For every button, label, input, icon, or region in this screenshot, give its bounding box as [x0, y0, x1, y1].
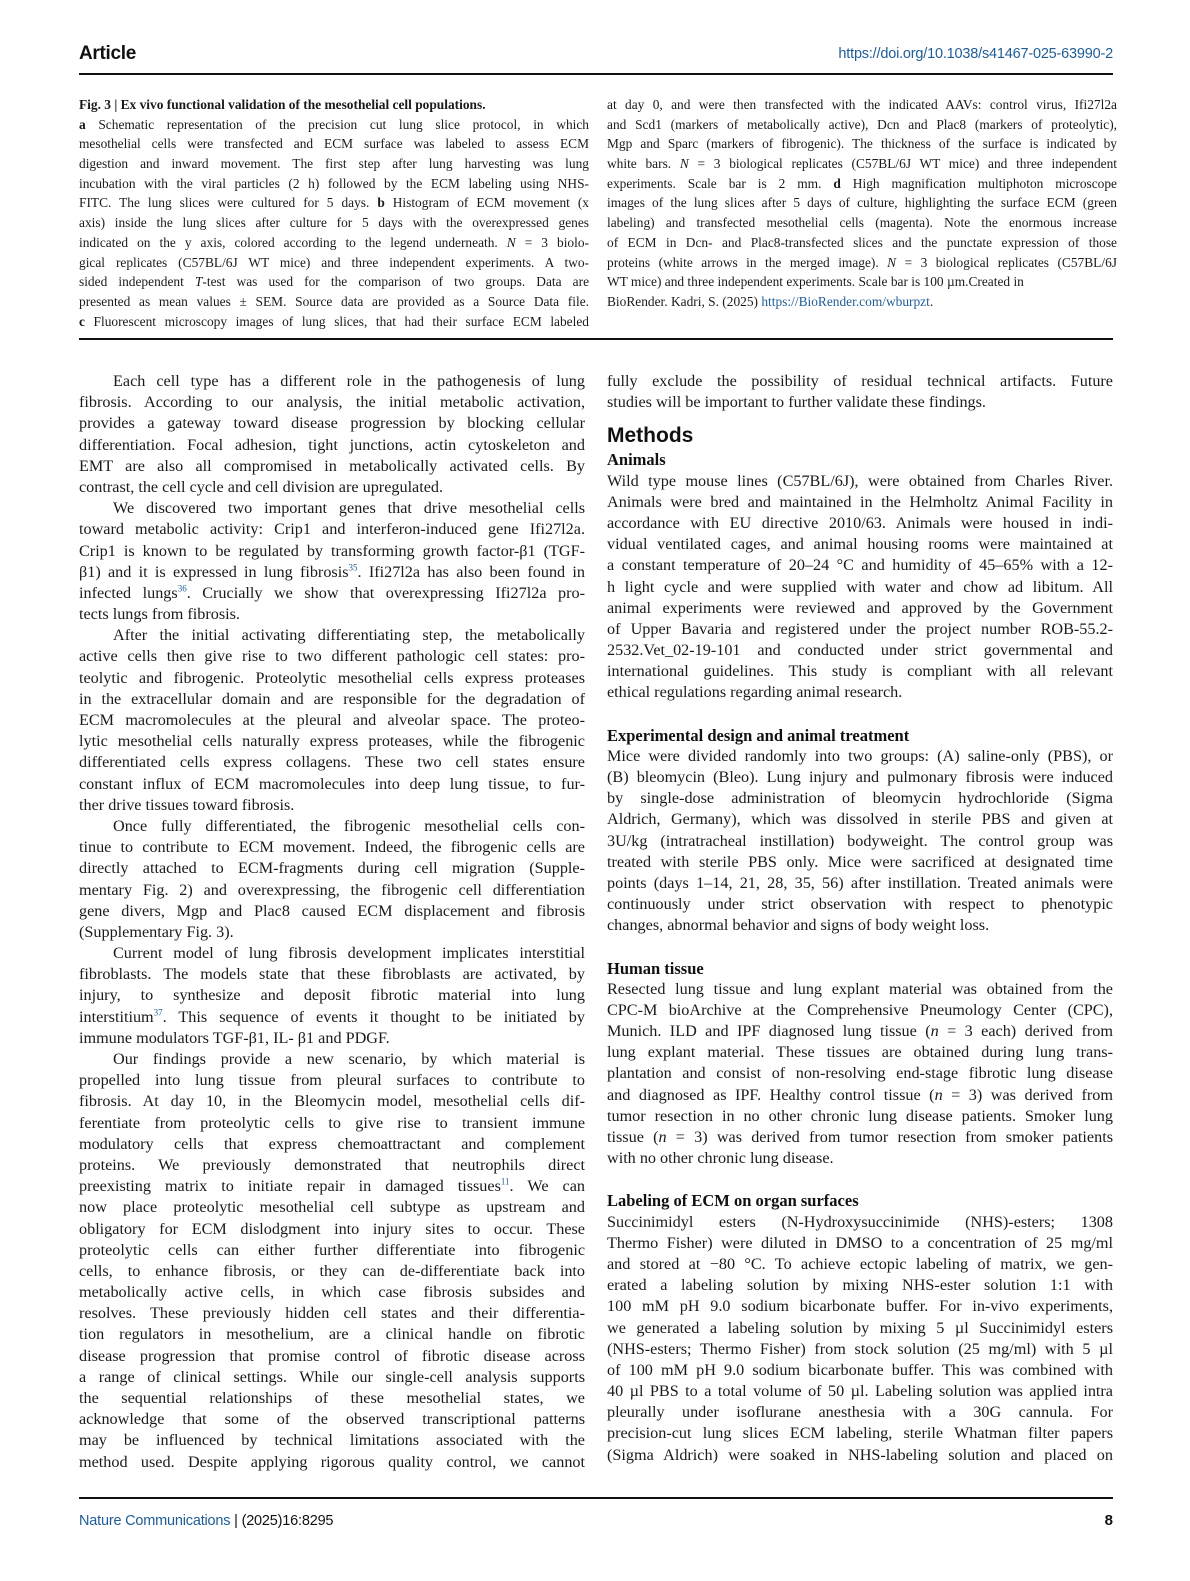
caption-line: FITC. The lung slices were cultured for 5 days. b Histogram of ECM movement (x [79, 195, 589, 211]
text-line: Thermo Fisher) were diluted in DMSO to a concentration of 25 mg/ml [607, 1233, 1113, 1252]
text-line: by single-dose administration of bleomycin hydrochloride (Sigma [607, 789, 1113, 808]
text-line: tumor resection in no other chronic lung disease patients. Smoker lung [607, 1106, 1113, 1125]
text-line: active cells then give rise to two different pathologic cell states: pro- [79, 647, 585, 666]
caption-line: mesothelial cells were transfected and ECM surface was labeled to assess ECM [79, 136, 589, 152]
caption-line: indicated on the y axis, colored according to the legend underneath. N = 3 biolo- [79, 234, 589, 250]
section-gap [607, 1169, 1113, 1190]
text-line: contrast, the cell cycle and cell division are upregulated. [79, 477, 444, 496]
figure-title: Fig. 3 | Ex vivo functional validation of the mesothelial cell populations. [79, 97, 486, 112]
text-line: Munich. ILD and IPF diagnosed lung tissue (n = 3 each) derived from [607, 1022, 1113, 1041]
caption-line: digestion and inward movement. The first step after lung harvesting was lung [79, 156, 589, 172]
page-number: 8 [1104, 1512, 1113, 1529]
text-line: differentiated cells express collagens. These two cell states ensure [79, 753, 585, 772]
methods-heading: Methods [607, 424, 694, 448]
caption-line: proteins (white arrows in the merged image). N = 3 biological replicates (C57BL/6J [607, 254, 1117, 270]
text-line: fibrosis. At day 10, in the Bleomycin model, mesothelial cells dif- [79, 1092, 585, 1111]
text-line: ferentiate from proteolytic cells to give rise to transient immune [79, 1113, 585, 1132]
text-line: 2532.Vet_02-19-101 and conducted under strict governmental and [607, 641, 1113, 660]
text-line: lytic mesothelial cells naturally express proteases, while the fibrogenic [79, 732, 585, 751]
text-line: infected lungs$^{36}$. Crucially we show that overexpressing Ifi27l2a pro- [79, 583, 585, 602]
text-line: with no other chronic lung disease. [607, 1149, 834, 1168]
section-gap [607, 937, 1113, 958]
text-line: precision-cut lung slices ECM labeling, sterile Whatman filter papers [607, 1424, 1113, 1443]
text-line: fibrosis. According to our analysis, the initial metabolic activation, [79, 393, 585, 412]
text-line: immune modulators TGF-β1, IL- β1 and PDGF. [79, 1028, 390, 1047]
text-line: in the extracellular domain and are responsible for the degradation of [79, 689, 585, 708]
section-heading: Labeling of ECM on organ surfaces [607, 1191, 859, 1211]
body-column-left [79, 371, 585, 1473]
text-line: (Sigma Aldrich) were soaked in NHS-labeling solution and placed on [607, 1445, 1113, 1464]
text-line: 3U/kg (intratracheal instillation) bodyweight. The control group was [607, 831, 1113, 850]
caption-line: Mgp and Sparc (markers of fibrogenic). The thickness of the surface is indicated by [607, 136, 1117, 152]
text-line: 40 µl PBS to a total volume of 50 µl. Labeling solution was applied intra [607, 1382, 1113, 1401]
doi-link[interactable]: https://doi.org/10.1038/s41467-025-63990-2 [838, 46, 1113, 62]
caption-line: gical replicates (C57BL/6J WT mice) and three independent experiments. A two- [79, 254, 589, 270]
caption-line: BioRender. Kadri, S. (2025) https://BioRender.com/wburpzt. [607, 293, 934, 309]
text-line: continuously under strict observation with respect to phenotypic [607, 895, 1113, 914]
caption-line: experiments. Scale bar is 2 mm. d High magnification multiphoton microscope [607, 175, 1118, 191]
text-line: ECM macromolecules at the pleural and alveolar space. The proteo- [79, 711, 585, 729]
text-line: method used. Despite applying rigorous quality control, we cannot [79, 1452, 585, 1471]
text-line: tissue (n = 3) was derived from tumor resection from smoker patients [607, 1128, 1114, 1146]
caption-line: axis) inside the lung slices after culture for 5 days with the overexpressed genes [79, 215, 589, 231]
text-line: pleurally under isoflurane anesthesia with a 30G cannula. For [607, 1403, 1113, 1422]
text-line: and stored at −80 °C. To achieve ectopic labeling of matrix, we gen- [607, 1254, 1113, 1273]
header-rule [79, 73, 1113, 75]
text-line: metabolically active cells, in which case fibrosis subsides and [79, 1283, 585, 1302]
text-line: accordance with EU directive 2010/63. Animals were housed in indi- [607, 513, 1113, 532]
text-line: Current model of lung fibrosis development implicates interstitial [113, 944, 585, 963]
text-line: resolves. These previously hidden cell states and their differentia- [79, 1304, 585, 1323]
text-line: mentary Fig. 2) and overexpressing, the fibrogenic cell differentiation [79, 880, 585, 899]
text-line: h light cycle and were supplied with water and chow ad libitum. All [607, 577, 1113, 596]
text-line: tion regulators in mesothelium, are a clinical handle on fibrotic [79, 1325, 585, 1344]
caption-line: images of the lung slices after 5 days of culture, highlighting the surface ECM (green [607, 195, 1117, 211]
text-line: Mice were divided randomly into two groups: (A) saline-only (PBS), or [607, 746, 1113, 765]
text-line: Resected lung tissue and lung explant material was obtained from the [607, 979, 1113, 998]
caption-line: at day 0, and were then transfected with the indicated AAVs: control virus, Ifi27l2a [607, 97, 1117, 112]
text-line: vidual ventilated cages, and animal housing rooms were maintained at [607, 535, 1113, 554]
text-line: After the initial activating differentiating step, the metabolically [113, 626, 585, 645]
text-line: constant influx of ECM macromolecules into deep lung tissue, to fur- [79, 774, 585, 793]
section-heading: Experimental design and animal treatment [607, 725, 910, 745]
text-line: Succinimidyl esters (N-Hydroxysuccinimide (NHS)-esters; 1308 [607, 1212, 1113, 1231]
caption-line: sided independent T-test was used for the comparison of two groups. Data are [79, 274, 590, 290]
text-line: cells, to enhance fibrosis, or they can de-differentiate back into [79, 1261, 585, 1280]
journal-link[interactable]: Nature Communications [79, 1513, 231, 1529]
text-line: teolytic and fibrogenic. Proteolytic mesothelial cells express proteases [79, 668, 585, 687]
text-line: (NHS-esters; Thermo Fisher) from stock solution (25 mg/ml) with 5 µl [607, 1339, 1113, 1358]
footer-citation [79, 1513, 333, 1529]
reference-link[interactable]: 11 [500, 1176, 510, 1187]
text-line: EMT are also all compromised in metabolically activated cells. By [79, 456, 585, 475]
figure-caption-left [79, 95, 589, 331]
text-line: may be influenced by technical limitations associated with the [79, 1431, 585, 1450]
caption-line: and Scd1 (markers of metabolically active), Dcn and Plac8 (markers of proteolytic), [607, 116, 1117, 132]
citation-text: | (2025)16:8295 [230, 1513, 334, 1529]
text-line: of Upper Bavaria and registered under the project number ROB-55.2- [607, 619, 1113, 638]
reference-link[interactable]: 36 [177, 583, 187, 594]
text-line: a range of clinical settings. While our single-cell analysis supports [79, 1367, 585, 1386]
text-line: points (days 1–14, 21, 28, 35, 56) after instillation. Treated animals were [607, 873, 1113, 892]
text-line: erated a labeling solution by mixing NHS-ester solution 1:1 with [607, 1276, 1113, 1295]
text-line: Aldrich, Germany), which was dissolved in sterile PBS and given at [607, 810, 1113, 829]
text-line: treated with sterile PBS only. Mice were sacrificed at designated time [607, 852, 1113, 871]
text-line: a constant temperature of 20–24 °C and humidity of 45–65% with a 12- [607, 556, 1113, 575]
text-line: differentiation. Focal adhesion, tight junctions, actin cytoskeleton and [79, 435, 585, 454]
text-line: tects lungs from fibrosis. [79, 605, 240, 624]
text-line: tinue to contribute to ECM movement. Indeed, the fibrogenic cells are [79, 838, 585, 857]
text-line: Each cell type has a different role in the pathogenesis of lung [113, 372, 585, 390]
text-line: 100 mM pH 9.0 sodium bicarbonate buffer. For in-vivo experiments, [607, 1297, 1113, 1316]
text-line: gene divers, Mgp and Plac8 caused ECM displacement and fibrosis [79, 901, 585, 920]
caption-line: presented as mean values ± SEM. Source data are provided as a Source Data file. [79, 293, 589, 309]
caption-line: labeling) and transfected mesothelial cells (magenta). Note the enormous increase [607, 215, 1117, 231]
text-line: (Supplementary Fig. 3). [79, 922, 234, 941]
text-line: studies will be important to further validate these findings. [607, 393, 986, 412]
caption-line: white bars. N = 3 biological replicates (C57BL/6J WT mice) and three independent [607, 156, 1117, 172]
text-line: Once fully differentiated, the fibrogenic mesothelial cells con- [113, 816, 585, 835]
text-line: acknowledge that some of the observed transcriptional patterns [79, 1410, 585, 1429]
text-line: proteolytic cells can either further differentiate into fibrogenic [79, 1240, 585, 1259]
caption-line: c Fluorescent microscopy images of lung slices, that had their surface ECM labeled [79, 313, 589, 329]
text-line: fibroblasts. The models state that these fibroblasts are activated, by [79, 965, 585, 984]
text-line: changes, abnormal behavior and signs of body weight loss. [607, 916, 990, 935]
caption-line: WT mice) and three independent experiments. Scale bar is 100 µm.Created in [607, 274, 1024, 290]
caption-line: a Schematic representation of the precision cut lung slice protocol, in which [79, 116, 589, 132]
text-line: directly attached to ECM-fragments during cell migration (Supple- [79, 859, 585, 878]
text-line: We discovered two important genes that drive mesothelial cells [113, 499, 585, 518]
text-line: Wild type mouse lines (C57BL/6J), were obtained from Charles River. [607, 471, 1113, 490]
text-line: Crip1 is known to be regulated by transforming growth factor-β1 (TGF- [79, 541, 585, 560]
text-line: (B) bleomycin (Bleo). Lung injury and pulmonary fibrosis were induced [607, 768, 1113, 786]
text-line: injury, to synthesize and deposit fibrotic material into lung [79, 986, 585, 1005]
text-line: and diagnosed as IPF. Healthy control tissue (n = 3) was derived from [607, 1085, 1113, 1104]
text-line: interstitium$^{37}$. This sequence of events it thought to be initiated by [79, 1007, 585, 1026]
section-gap [607, 704, 1113, 725]
text-line: toward metabolic activity: Crip1 and interferon-induced gene Ifi27l2a. [79, 520, 585, 539]
section-heading: Human tissue [607, 958, 704, 978]
caption-line: of ECM in Dcn- and Plac8-transfected slices and the punctate expression of those [607, 234, 1117, 250]
text-line: fully exclude the possibility of residual technical artifacts. Future [607, 372, 1113, 390]
section-heading: Animals [607, 450, 666, 470]
text-line: propelled into lung tissue from pleural surfaces to contribute to [79, 1071, 585, 1090]
footer-rule [79, 1497, 1113, 1499]
caption-rule [79, 338, 1113, 340]
section-label: Article [79, 43, 137, 64]
body-column-right [607, 371, 1113, 1466]
text-line: Our findings provide a new scenario, by which material is [113, 1050, 585, 1068]
biorender-link[interactable]: https://BioRender.com/wburpzt [761, 293, 930, 309]
text-line: β1) and it is expressed in lung fibrosis$^{35}$. Ifi27l2a has also been found in [79, 562, 585, 581]
figure-caption-right [607, 95, 1117, 312]
text-line: of 100 mM pH 9.0 sodium bicarbonate buffer. This was combined with [607, 1360, 1113, 1379]
text-line: provides a gateway toward disease progression by blocking cellular [79, 414, 585, 433]
text-line: ther drive tissues toward fibrosis. [79, 795, 295, 814]
reference-link[interactable]: 37 [153, 1007, 163, 1018]
text-line: CPC-M bioArchive at the Comprehensive Pneumology Center (CPC), [607, 1000, 1113, 1019]
text-line: Animals were bred and maintained in the Helmholtz Animal Facility in [607, 492, 1113, 511]
text-line: preexisting matrix to initiate repair in damaged tissues$^{11}$. We can [79, 1176, 585, 1196]
text-line: modulatory cells that express chemoattractant and complement [79, 1134, 585, 1153]
text-line: we generated a labeling solution by mixing 5 µl Succinimidyl esters [607, 1318, 1113, 1337]
text-line: ethical regulations regarding animal research. [607, 683, 903, 702]
text-line: disease progression that promise control of fibrotic disease across [79, 1346, 585, 1365]
text-line: the sequential relationships of these mesothelial states, we [79, 1389, 585, 1407]
text-line: animal experiments were reviewed and approved by the Government [607, 598, 1113, 617]
text-line: plantation and consist of non-resolving end-stage fibrotic lung disease [607, 1064, 1113, 1083]
text-line: international guidelines. This study is compliant with all relevant [607, 662, 1113, 681]
text-line: now place proteolytic mesothelial cell subtype as upstream and [79, 1198, 585, 1217]
caption-line: incubation with the viral particles (2 h) followed by the ECM labeling using NHS- [79, 175, 589, 191]
text-line: obligatory for ECM dislodgment into injury sites to occur. These [79, 1219, 585, 1238]
text-line: proteins. We previously demonstrated that neutrophils direct [79, 1155, 585, 1174]
text-line: lung explant material. These tissues are obtained during lung trans- [607, 1043, 1113, 1062]
reference-link[interactable]: 35 [348, 562, 358, 573]
